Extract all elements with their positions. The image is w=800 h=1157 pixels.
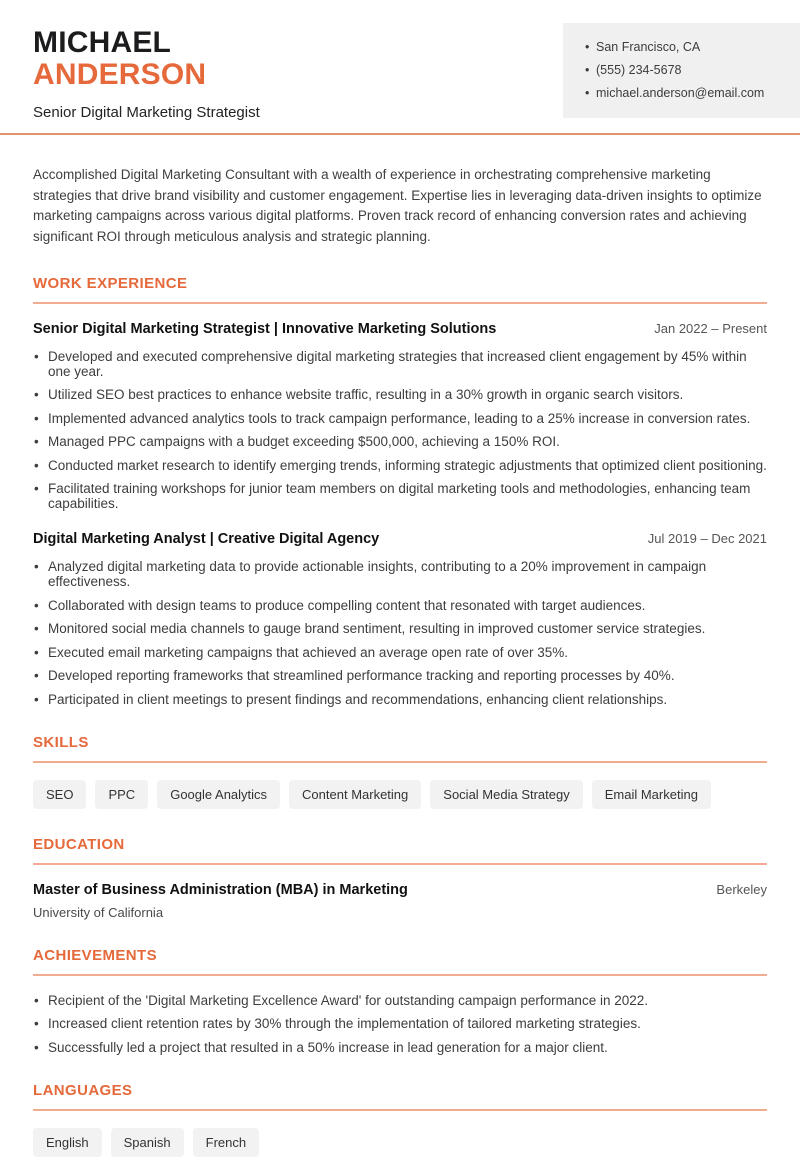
section-rule <box>33 1109 767 1111</box>
section-education <box>33 836 767 920</box>
job-entry <box>33 531 767 707</box>
achievement-list <box>33 993 767 1055</box>
degree-title: Master of Business Administration (MBA) in Marketing <box>33 881 408 898</box>
header-divider <box>0 133 800 135</box>
job-bullet-list <box>33 349 767 512</box>
language-tag-list <box>33 1128 767 1157</box>
section-rule <box>33 863 767 865</box>
section-skills <box>33 734 767 809</box>
achievements-heading: ACHIEVEMENTS <box>33 946 157 964</box>
summary-paragraph: Accomplished Digital Marketing Consultant with a wealth of experience in orchestrating comprehensive marketing strategies that drive brand visibility and customer engagement. Expertise lies in leveraging data-driven insights to optimize marketing campaigns across various digital platforms. Proven track record of enhancing conversion rates and achieving significant ROI through meticulous analysis and strategic planning. <box>33 167 762 245</box>
section-languages <box>33 1082 767 1157</box>
skill-tag: Content Marketing <box>289 780 421 809</box>
bullet-item: • Utilized SEO best practices to enhance website traffic, resulting in a 30% growth in organic search visitors. <box>33 387 767 402</box>
first-name: MICHAEL <box>33 26 172 59</box>
section-rule <box>33 974 767 976</box>
language-tag: French <box>193 1128 259 1157</box>
job-entry-head <box>33 321 767 337</box>
skill-tag: PPC <box>95 780 148 809</box>
bullet-item: • Executed email marketing campaigns that achieved an average open rate of over 35%. <box>33 645 767 660</box>
section-work-experience <box>33 275 767 707</box>
language-tag: Spanish <box>111 1128 184 1157</box>
contact-list <box>585 36 784 105</box>
section-rule <box>33 302 767 304</box>
skill-tag: Social Media Strategy <box>430 780 582 809</box>
job-date: Jan 2022 – Present <box>654 320 767 336</box>
resume-body <box>0 134 800 1157</box>
bullet-item: • Conducted market research to identify emerging trends, informing strategic adjustments that optimized client positioning. <box>33 458 767 473</box>
bullet-item: • Increased client retention rates by 30% through the implementation of tailored marketing strategies. <box>33 1016 767 1031</box>
skill-tag: Google Analytics <box>157 780 280 809</box>
education-entry-head <box>33 882 767 898</box>
job-date: Jul 2019 – Dec 2021 <box>647 531 767 547</box>
bullet-item: • Developed and executed comprehensive digital marketing strategies that increased client engagement by 45% within one year. <box>33 349 767 379</box>
bullet-item: • Implemented advanced analytics tools to track campaign performance, leading to a 25% increase in conversion rates. <box>33 411 767 426</box>
contact-item: • (555) 234-5678 <box>585 59 784 82</box>
bullet-item: • Analyzed digital marketing data to provide actionable insights, contributing to a 20% improvement in campaign effectiveness. <box>33 559 767 589</box>
candidate-name <box>33 27 260 91</box>
school-name: University of California <box>33 904 164 920</box>
contact-item: • San Francisco, CA <box>585 36 784 59</box>
job-entry <box>33 321 767 512</box>
resume-header <box>0 0 800 134</box>
job-entry-head <box>33 531 767 547</box>
contact-box <box>563 23 800 118</box>
languages-heading: LANGUAGES <box>33 1081 133 1099</box>
skill-tag-list <box>33 780 767 809</box>
bullet-item: • Monitored social media channels to gauge brand sentiment, resulting in improved customer service strategies. <box>33 621 767 636</box>
bullet-item: • Participated in client meetings to present findings and recommendations, enhancing client relationships. <box>33 692 767 707</box>
last-name: ANDERSON <box>33 58 207 91</box>
job-title: Senior Digital Marketing Strategist | Innovative Marketing Solutions <box>33 320 497 337</box>
name-block <box>33 27 260 121</box>
bullet-item: • Successfully led a project that resulted in a 50% increase in lead generation for a major client. <box>33 1040 767 1055</box>
bullet-item: • Facilitated training workshops for junior team members on digital marketing tools and methodologies, enhancing team capabilities. <box>33 481 767 511</box>
bullet-item: • Managed PPC campaigns with a budget exceeding $500,000, achieving a 150% ROI. <box>33 434 767 449</box>
bullet-item: • Collaborated with design teams to produce compelling content that resonated with target audiences. <box>33 598 767 613</box>
skills-heading: SKILLS <box>33 733 89 751</box>
education-location: Berkeley <box>716 881 767 897</box>
section-rule <box>33 761 767 763</box>
education-heading: EDUCATION <box>33 835 125 853</box>
section-achievements <box>33 947 767 1055</box>
education-entry <box>33 882 767 920</box>
candidate-title: Senior Digital Marketing Strategist <box>33 104 260 121</box>
job-title: Digital Marketing Analyst | Creative Digital Agency <box>33 531 380 548</box>
work-experience-heading: WORK EXPERIENCE <box>33 274 188 292</box>
job-list <box>33 321 767 707</box>
skill-tag: SEO <box>33 780 86 809</box>
skill-tag: Email Marketing <box>592 780 711 809</box>
bullet-item: • Developed reporting frameworks that streamlined performance tracking and reporting processes by 40%. <box>33 668 767 683</box>
bullet-item: • Recipient of the 'Digital Marketing Excellence Award' for outstanding campaign performance in 2022. <box>33 993 767 1008</box>
language-tag: English <box>33 1128 102 1157</box>
contact-item: • michael.anderson@email.com <box>585 82 784 105</box>
job-bullet-list <box>33 559 767 707</box>
